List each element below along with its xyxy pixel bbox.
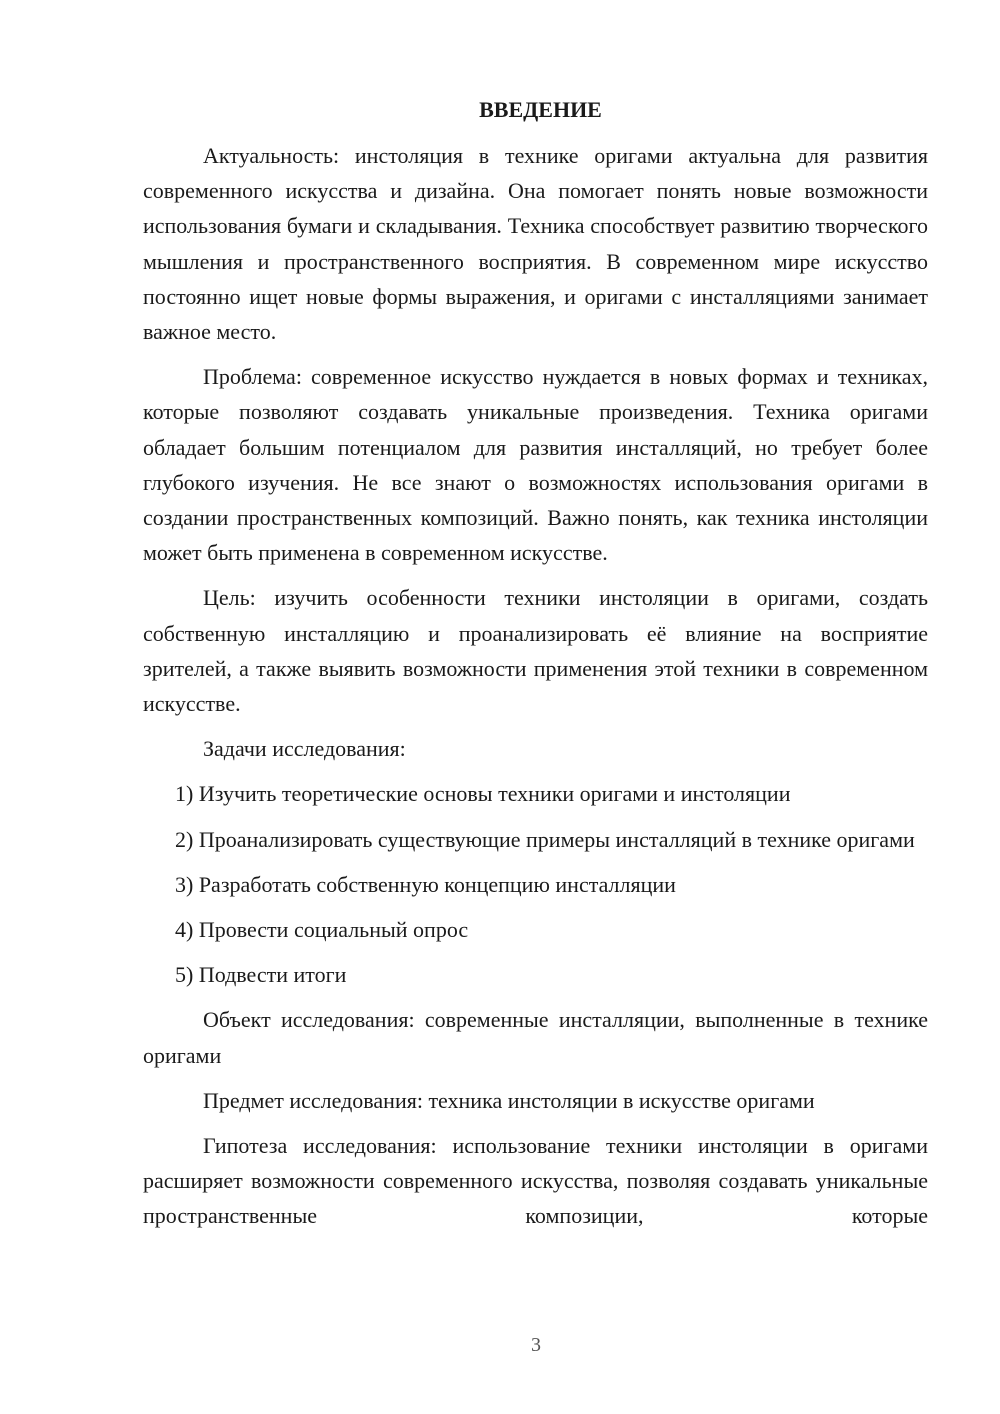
page-number: 3: [531, 1334, 541, 1356]
tasks-heading: Задачи исследования:: [203, 736, 406, 762]
task-item-1: 1) Изучить теоретические основы техники оригами и инстоляции: [175, 781, 791, 807]
paragraph-subject: Предмет исследования: техника инстоляции в искусстве оригами: [203, 1087, 815, 1113]
paragraph-object: Объект исследования: современные инсталляции, выполненные в технике оригами: [143, 1007, 928, 1068]
task-item-4: 4) Провести социальный опрос: [175, 917, 469, 943]
task-item-5: 5) Подвести итоги: [175, 962, 347, 988]
task-item-3: 3) Разработать собственную концепцию инсталляции: [175, 871, 676, 897]
task-item-2: 2) Проанализировать существующие примеры инсталляций в технике оригами: [175, 826, 915, 852]
paragraph-goal: Цель: изучить особенности техники инстоляции в оригами, создать собственную инсталляцию и проанализировать её влияние на восприятие зрителей, а также выявить возможности применения этой техники в современном искусстве.: [143, 585, 928, 717]
paragraph-relevance: Актуальность: инстоляция в технике оригами актуальна для развития современного искусства и дизайна. Она помогает понять новые возможности использования бумаги и складывания. Техника способствует развитию творческого мышления и пространственного восприятия. В современном мире искусство постоянно ищет новые формы выражения, и оригами с инсталляциями занимает важное место.: [143, 143, 928, 345]
section-title: ВВЕДЕНИЕ: [479, 97, 602, 122]
paragraph-problem: Проблема: современное искусство нуждается в новых формах и техниках, которые позволяют создавать уникальные произведения. Техника оригами обладает большим потенциалом для развития инсталляций, но требует более глубокого изучения. Не все знают о возможностях использования оригами в создании пространственных композиций. Важно понять, как техника инстоляции может быть применена в современном искусстве.: [143, 364, 928, 566]
paragraph-hypothesis: Гипотеза исследования: использование техники инстоляции в оригами расширяет возможности современного искусства, позволяя создавать уникальные пространственные композиции, которые: [143, 1133, 928, 1229]
page-content: [143, 94, 928, 1234]
